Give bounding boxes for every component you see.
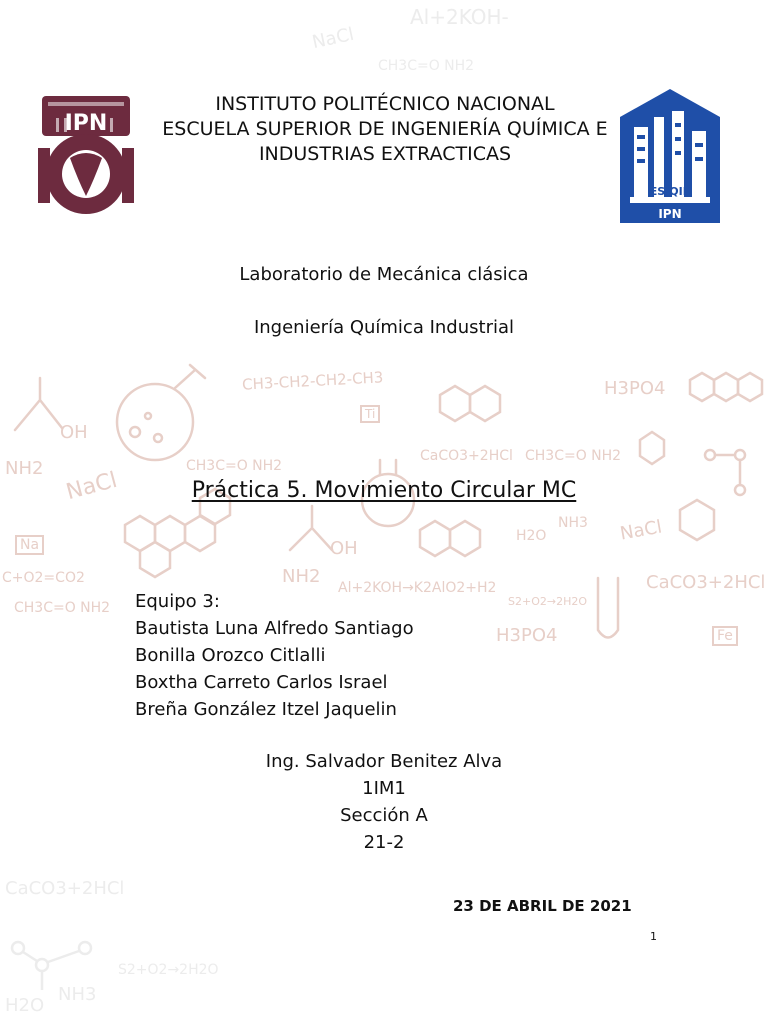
doodle-formula: Ti: [360, 405, 380, 423]
doodle-formula: CH3C=O NH2: [14, 600, 111, 616]
doodle-formula: CaCO3+2HCl: [420, 448, 513, 464]
team-member: Boxtha Carreto Carlos Israel: [135, 672, 388, 693]
doodle-formula: NaCl: [310, 23, 356, 54]
esiqie-logo: [616, 87, 724, 225]
section-name: Sección A: [340, 805, 428, 826]
doodle-formula: Fe: [712, 626, 738, 646]
svg-text:ESIQIE: ESIQIE: [649, 185, 691, 198]
doodle-formula: CaCO3+2HCl: [646, 572, 766, 593]
doodle-formula: NH2: [5, 458, 44, 479]
doodle-formula: CaCO3+2HCl: [5, 878, 125, 899]
svg-text:IPN: IPN: [658, 207, 682, 221]
doodle-formula: OH: [330, 538, 358, 559]
molecule-sketch-icon: [0, 930, 110, 1020]
team-block: [135, 588, 414, 723]
team-member: Bautista Luna Alfredo Santiago: [135, 618, 414, 639]
doodle-formula: NH2: [282, 566, 321, 587]
doodle-formula: H2O: [516, 528, 547, 544]
doodle-formula: Al+2KOH-: [410, 5, 509, 29]
institution-header: [150, 92, 620, 167]
school-name-line1: ESCUELA SUPERIOR DE INGENIERÍA QUÍMICA E: [162, 118, 608, 140]
course-name: Laboratorio de Mecánica clásica: [239, 264, 529, 285]
doodle-formula: Al+2KOH→K2AlO2+H2: [338, 580, 497, 596]
doodle-formula: Na: [15, 535, 44, 555]
doodle-formula: CH3C=O NH2: [378, 58, 475, 74]
school-period: 21-2: [363, 832, 405, 853]
doodle-formula: NaCl: [63, 467, 120, 506]
doodle-formula: NH3: [58, 984, 97, 1005]
doodle-formula: H2O: [5, 995, 45, 1016]
career-name: Ingeniería Química Industrial: [253, 317, 515, 338]
esiqie-shield-icon: [616, 87, 724, 225]
doodle-formula: S2+O2→2H2O: [508, 595, 587, 608]
team-member: Bonilla Orozco Citlalli: [135, 645, 326, 666]
doodle-formula: C+O2=CO2: [2, 570, 85, 586]
practice-title-text: Práctica 5. Movimiento Circular MC: [191, 478, 577, 503]
doodle-formula: CH3-CH2-CH2-CH3: [241, 368, 384, 394]
doodle-formula: H3PO4: [496, 625, 558, 646]
practice-title: [0, 478, 768, 503]
doodle-formula: H3PO4: [604, 378, 666, 399]
document-date: 23 DE ABRIL DE 2021: [453, 897, 632, 915]
school-name-line2: INDUSTRIAS EXTRACTICAS: [258, 143, 512, 165]
page-number: 1: [650, 930, 657, 943]
course-info-block: [0, 748, 768, 856]
doodle-formula: OH: [60, 422, 88, 443]
professor-name: Ing. Salvador Benitez Alva: [265, 751, 503, 772]
doodle-formula: NH3: [558, 515, 588, 531]
institution-name: INSTITUTO POLITÉCNICO NACIONAL: [215, 93, 555, 115]
group-code: 1IM1: [362, 778, 406, 799]
doodle-formula: S2+O2→2H2O: [118, 962, 219, 978]
ipn-seal-icon: [36, 88, 138, 228]
doodle-formula: CH3C=O NH2: [525, 448, 622, 464]
doodle-formula: NaCl: [618, 516, 664, 545]
svg-text:IPN: IPN: [64, 111, 108, 136]
ipn-logo: [36, 88, 138, 228]
team-label: Equipo 3:: [135, 591, 220, 612]
team-member: Breña González Itzel Jaquelin: [135, 699, 397, 720]
doodle-formula: CH3C=O NH2: [186, 458, 283, 474]
